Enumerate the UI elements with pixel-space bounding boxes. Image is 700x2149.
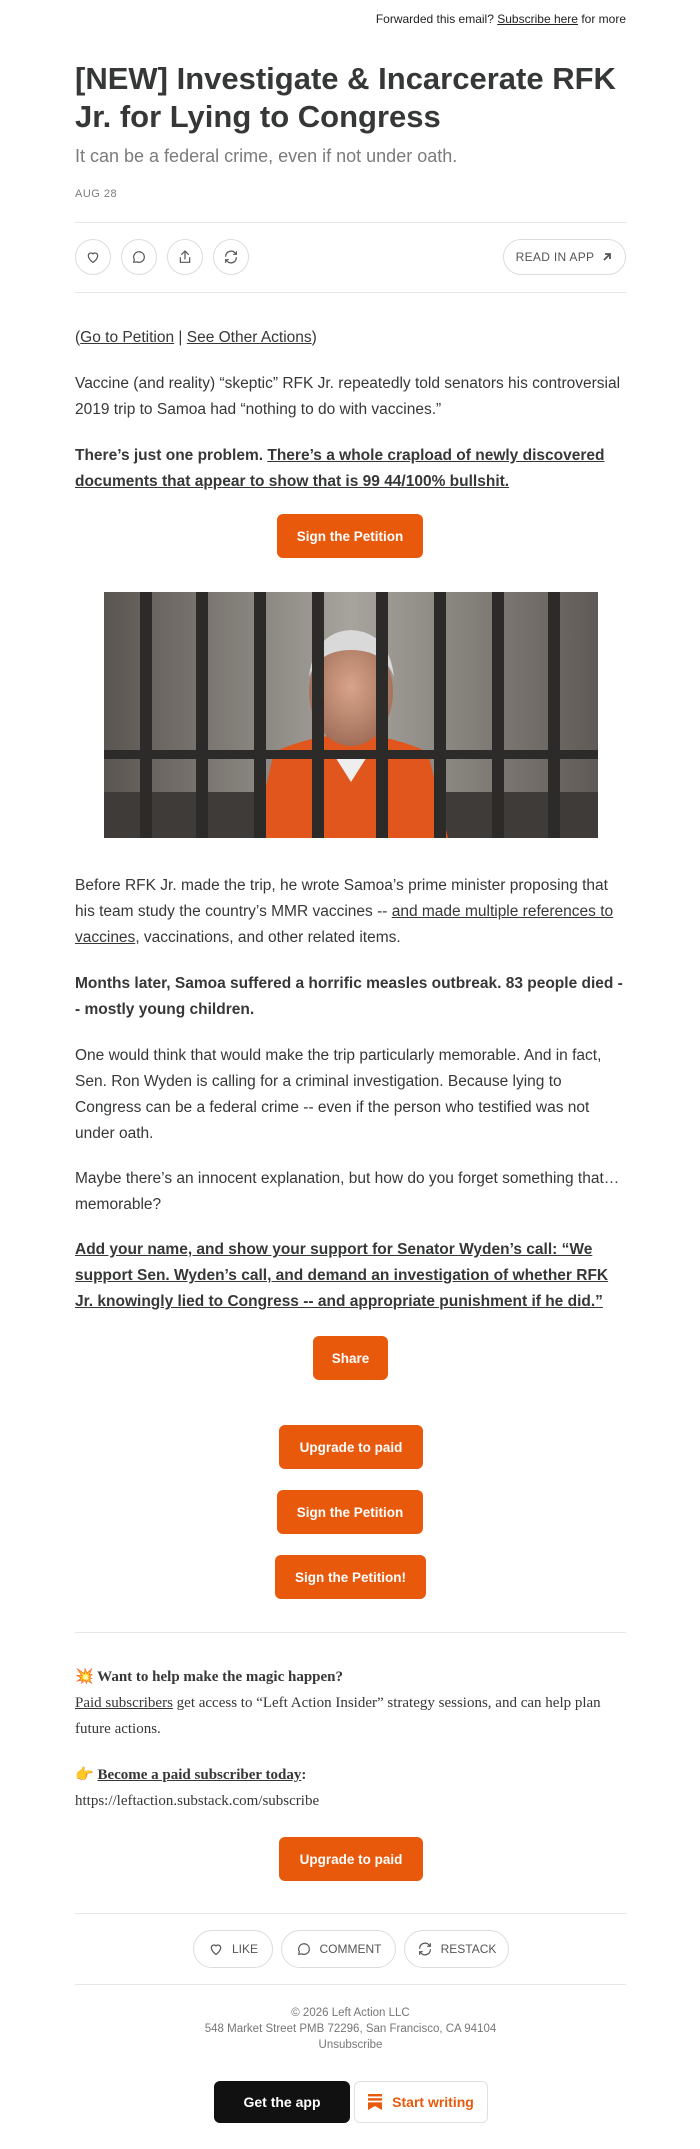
- divider: [75, 1913, 626, 1914]
- promo-rest: get access to “Left Action Insider” strategy sessions, and can help plan future actions.: [75, 1695, 601, 1737]
- divider: [75, 1632, 626, 1633]
- upgrade-to-paid-button-2[interactable]: Upgrade to paid: [279, 1837, 423, 1881]
- comment-icon: [131, 249, 147, 265]
- start-writing-label: Start writing: [392, 2094, 474, 2110]
- restack-label: RESTACK: [440, 1942, 497, 1956]
- promo-heading-text: Want to help make the magic happen?: [97, 1669, 344, 1685]
- promo-heading: [75, 1664, 626, 1690]
- post-title[interactable]: [NEW] Investigate & Incarcerate RFK Jr. for Lying to Congress: [75, 61, 616, 134]
- comment-icon: [296, 1941, 312, 1957]
- see-other-actions-link[interactable]: See Other Actions: [186, 329, 312, 346]
- heart-icon: [208, 1941, 224, 1957]
- forwarded-text: Forwarded this email?: [375, 12, 494, 26]
- start-writing-button[interactable]: [354, 2081, 488, 2123]
- paragraph-problem: [75, 443, 626, 495]
- promo-subscribe-line: [75, 1762, 626, 1788]
- footer-restack-button[interactable]: [404, 1930, 509, 1968]
- paren-open: (: [75, 329, 81, 346]
- get-the-app-button[interactable]: Get the app: [214, 2081, 350, 2123]
- unsubscribe-link[interactable]: Unsubscribe: [318, 2039, 383, 2051]
- sign-petition-button[interactable]: Sign the Petition: [277, 514, 423, 558]
- like-button[interactable]: [75, 239, 111, 275]
- paragraph-wyden: One would think that would make the trip particularly memorable. And in fact, Sen. Ron Wyden is calling for a criminal investigation. Because lying to Congress can be a federal crime -- even if the person who testified was not under oath.: [75, 1047, 602, 1142]
- paragraph-memorable: Maybe there’s an innocent explanation, but how do you forget something that… memorable?: [75, 1170, 620, 1213]
- comment-label: COMMENT: [319, 1942, 382, 1956]
- post-subtitle: It can be a federal crime, even if not under oath.: [75, 146, 458, 166]
- sign-petition-button-2[interactable]: Sign the Petition: [277, 1490, 423, 1534]
- divider: [75, 1984, 626, 1985]
- jail-photo: [104, 592, 598, 838]
- paragraph-call-to-action: [75, 1237, 626, 1315]
- upgrade-to-paid-button[interactable]: Upgrade to paid: [279, 1425, 423, 1469]
- comment-button[interactable]: [121, 239, 157, 275]
- read-in-app-label: READ IN APP: [515, 250, 595, 264]
- subscribe-link[interactable]: Subscribe here: [497, 12, 578, 26]
- paren-close: ): [311, 329, 317, 346]
- go-to-petition-link[interactable]: Go to Petition: [80, 329, 175, 346]
- link-separator: |: [174, 329, 187, 346]
- copyright: © 2026 Left Action LLC: [291, 2007, 410, 2019]
- restack-icon: [223, 249, 239, 265]
- problem-lead: There’s just one problem.: [75, 447, 268, 464]
- for-more-text: for more: [581, 12, 626, 26]
- mailing-address: 548 Market Street PMB 72296, San Francisco, CA 94104: [204, 2023, 497, 2035]
- share-post-button[interactable]: Share: [313, 1336, 388, 1380]
- trip-text: Before RFK Jr. made the trip, he wrote Samoa’s prime minister proposing that his team study the country’s MMR vaccines --: [75, 877, 608, 920]
- restack-button[interactable]: [213, 239, 249, 275]
- post-date: AUG 28: [75, 188, 118, 200]
- footer-comment-button[interactable]: [281, 1930, 396, 1968]
- sign-petition-button-3[interactable]: Sign the Petition!: [275, 1555, 426, 1599]
- footer-like-button[interactable]: [193, 1930, 273, 1968]
- trip-text-end: , vaccinations, and other related items.: [135, 929, 401, 946]
- forward-bar: [376, 12, 626, 26]
- divider: [75, 292, 626, 293]
- pointing-hand-icon: 👉: [75, 1767, 94, 1783]
- restack-icon: [417, 1941, 433, 1957]
- divider: [75, 222, 626, 223]
- paragraph-trip: [75, 873, 626, 951]
- add-your-name-link[interactable]: Add your name, and show your support for Senator Wyden’s call: “We support Sen. Wyden’s call, and demand an investigation of whether RFK Jr. knowingly lied to Congress -- and appropriate punishment if he did.”: [75, 1241, 609, 1310]
- paid-subscribers-link[interactable]: Paid subscribers: [75, 1695, 173, 1711]
- share-icon: [177, 249, 193, 265]
- become-paid-subscriber-link[interactable]: Become a paid subscriber today: [97, 1767, 302, 1783]
- share-button[interactable]: [167, 239, 203, 275]
- substack-logo-icon: [368, 2094, 382, 2110]
- explosion-icon: 💥: [75, 1669, 94, 1685]
- vaccines-references-link[interactable]: and made multiple references to vaccines: [75, 903, 614, 946]
- arrow-up-right-icon: [601, 251, 613, 263]
- promo-text: [75, 1690, 626, 1742]
- documents-link[interactable]: There’s a whole crapload of newly discovered documents that appear to show that is 99 44/100% bullshit.: [75, 447, 605, 490]
- paragraph-outbreak: Months later, Samoa suffered a horrific measles outbreak. 83 people died -- mostly young children.: [75, 975, 623, 1018]
- colon: :: [301, 1767, 307, 1783]
- like-label: LIKE: [231, 1942, 258, 1956]
- subscribe-url[interactable]: https://leftaction.substack.com/subscribe: [75, 1793, 320, 1809]
- paragraph-intro: Vaccine (and reality) “skeptic” RFK Jr. repeatedly told senators his controversial 2019 trip to Samoa had “nothing to do with vaccines.”: [75, 375, 621, 418]
- read-in-app-button[interactable]: [503, 239, 626, 275]
- heart-icon: [85, 249, 101, 265]
- petition-links: [75, 325, 626, 351]
